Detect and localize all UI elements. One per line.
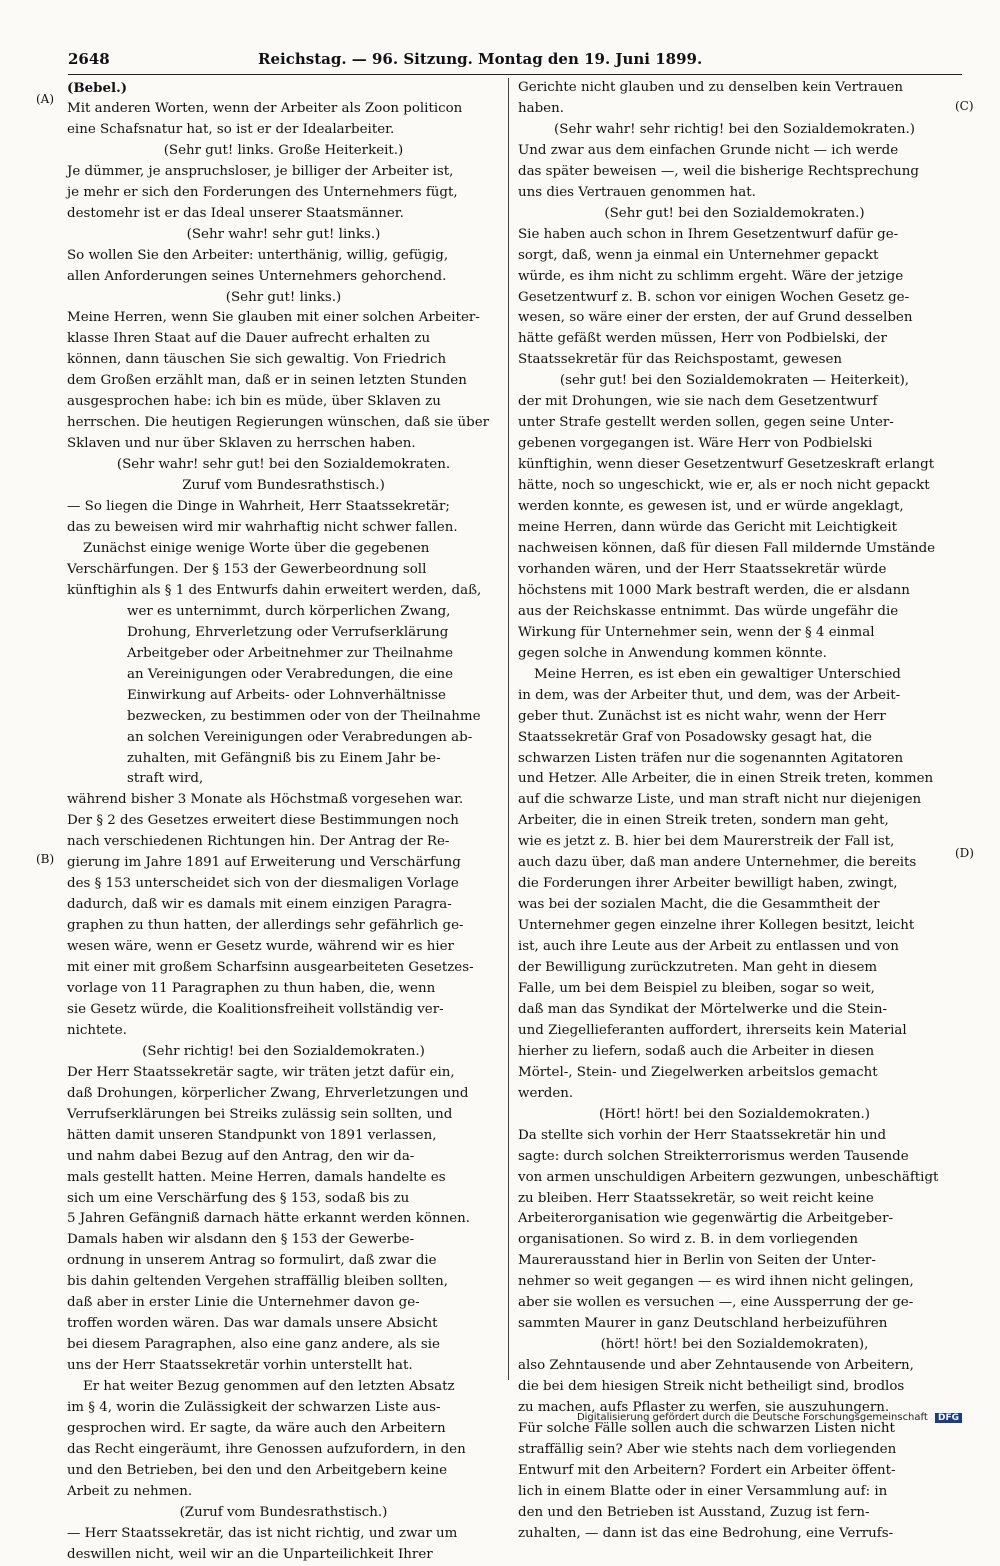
text-line: daß man das Syndikat der Mörtelwerke und die Stein-	[518, 1001, 887, 1017]
text-line: während bisher 3 Monate als Höchstmaß vorgesehen war.	[67, 792, 464, 808]
text-line: sorgt, daß, wenn ja einmal ein Unternehmer gepackt	[518, 247, 879, 263]
text-line: das Recht eingeräumt, ihre Genossen aufzufordern, in den	[67, 1441, 466, 1457]
text-line: den und den Betrieben ist Ausstand, Zuzug ist fern-	[518, 1504, 870, 1520]
text-line: hätte gefäßt werden müssen, Herr von Podbielski, der	[518, 331, 887, 347]
text-line: wer es unternimmt, durch körperlichen Zwang,	[127, 603, 451, 619]
text-line: Staatssekretär Graf von Posadowsky gesagt hat, die	[518, 729, 872, 745]
text-line: mit einer mit großem Scharfsinn ausgearbeiteten Gesetzes-	[67, 960, 474, 976]
text-line: nichtete.	[67, 1022, 127, 1038]
margin-mark-b: (B)	[36, 852, 55, 866]
text-line: daß Drohungen, körperlicher Zwang, Ehrverletzungen und	[67, 1085, 469, 1101]
text-line: an solchen Vereinigungen oder Verabredungen ab-	[127, 729, 473, 745]
text-line: (Zuruf vom Bundesrathstisch.)	[179, 1504, 388, 1520]
text-line: So wollen Sie den Arbeiter: unterthänig, willig, gefügig,	[67, 247, 449, 263]
text-line: (Sehr richtig! bei den Sozialdemokraten.)	[142, 1043, 425, 1059]
text-line: bis dahin geltenden Vergehen straffällig bleiben sollten,	[67, 1274, 449, 1290]
text-line: der mit Drohungen, wie sie nach dem Gesetzentwurf	[518, 394, 878, 410]
text-line: Arbeit zu nehmen.	[67, 1483, 193, 1499]
text-line: nach verschiedenen Richtungen hin. Der Antrag der Re-	[67, 834, 450, 850]
footer-text: Digitalisierung gefördert durch die Deutsche Forschungsgemeinschaft	[576, 1412, 928, 1423]
text-line: Maurerausstand hier in Berlin von Seiten der Unter-	[518, 1253, 876, 1269]
text-line: sie Gesetz würde, die Koalitionsfreiheit vollständig ver-	[67, 1001, 444, 1017]
text-line: der Bewilligung zurückzutreten. Man geht in diesem	[518, 960, 878, 976]
text-line: das zu beweisen wird mir wahrhaftig nicht schwer fallen.	[67, 520, 458, 536]
text-line: können, dann täuschen Sie sich gewaltig. Von Friedrich	[67, 352, 447, 368]
text-line: — So liegen die Dinge in Wahrheit, Herr Staatssekretär;	[67, 499, 450, 515]
running-title: Reichstag. — 96. Sitzung. Montag den 19. Juni 1899.	[258, 50, 703, 68]
text-line: Je dümmer, je anspruchsloser, je billiger der Arbeiter ist,	[67, 163, 454, 179]
text-line: des § 153 unterscheidet sich von der diesmaligen Vorlage	[67, 876, 459, 892]
text-line: auf die schwarze Liste, und man straft nicht nur diejenigen	[518, 792, 922, 808]
text-line: bei diesem Paragraphen, also eine ganz andere, als sie	[67, 1337, 440, 1353]
margin-mark-a: (A)	[36, 92, 55, 106]
text-line: Arbeiter, die in einen Streik treten, sondern man geht,	[518, 813, 889, 829]
text-line: gegen solche in Anwendung kommen könnte.	[518, 645, 827, 661]
text-line: aber sie wollen es versuchen —, eine Aussperrung der ge-	[518, 1295, 914, 1311]
text-line: Drohung, Ehrverletzung oder Verrufserklärung	[127, 624, 449, 640]
text-line: (hört! hört! bei den Sozialdemokraten),	[600, 1337, 869, 1353]
text-line: Sklaven und nur über Sklaven zu herrschen haben.	[67, 436, 416, 452]
text-line: (Sehr gut! bei den Sozialdemokraten.)	[604, 205, 865, 221]
text-line: (Bebel.)	[67, 80, 128, 96]
text-line: ist, auch ihre Leute aus der Arbeit zu entlassen und von	[518, 939, 899, 955]
text-line: (Sehr gut! links. Große Heiterkeit.)	[163, 142, 404, 158]
text-line: zuhalten, mit Gefängniß bis zu Einem Jahr be-	[127, 750, 441, 766]
text-line: das später beweisen —, weil die bisherige Rechtsprechung	[518, 163, 919, 179]
text-line: unter Strafe gestellt werden sollen, gegen seine Unter-	[518, 415, 894, 431]
text-line: sich um eine Verschärfung des § 153, sodaß bis zu	[67, 1190, 410, 1206]
text-line: eine Schafsnatur hat, so ist er der Idealarbeiter.	[67, 121, 395, 137]
text-line: auch dazu über, daß man andere Unternehmer, die bereits	[518, 855, 917, 871]
text-line: destomehr ist er das Ideal unserer Staatsmänner.	[67, 205, 404, 221]
text-line: haben.	[518, 100, 564, 116]
text-line: sammten Maurer in ganz Deutschland herbeizuführen	[518, 1316, 888, 1332]
text-line: (Hört! hört! bei den Sozialdemokraten.)	[599, 1106, 870, 1122]
text-line: graphen zu thun hatten, der allerdings sehr gefährlich ge-	[67, 918, 464, 934]
text-line: Unternehmer gegen einzelne ihrer Kollegen besitzt, leicht	[518, 918, 915, 934]
text-line: deswillen nicht, weil wir an die Unparteilichkeit Ihrer	[67, 1546, 433, 1562]
text-line: uns der Herr Staatssekretär vorhin unterstellt hat.	[67, 1358, 413, 1374]
text-line: Der § 2 des Gesetzes erweitert diese Bestimmungen noch	[67, 813, 459, 829]
text-line: Zuruf vom Bundesrathstisch.)	[182, 478, 385, 494]
text-line: von armen unschuldigen Arbeitern gezwungen, unbeschäftigt	[518, 1169, 939, 1185]
text-line: (Sehr gut! links.)	[225, 289, 342, 305]
left-column	[67, 78, 500, 1562]
text-line: werden konnte, es gewesen ist, und er würde angeklagt,	[518, 499, 904, 515]
text-line: Verrufserklärungen bei Streiks zulässig sein sollten, und	[67, 1106, 453, 1122]
text-line: höchstens mit 1000 Mark bestraft werden, die er alsdann	[518, 582, 910, 598]
text-line: Verschärfungen. Der § 153 der Gewerbeordnung soll	[67, 561, 427, 577]
text-line: ausgesprochen habe: ich bin es müde, über Sklaven zu	[67, 394, 441, 410]
text-line: hätte, noch so ungeschickt, wie er, als er noch nicht gepackt	[518, 478, 930, 494]
text-line: Arbeiterorganisation wie gegenwärtig die Arbeitgeber-	[518, 1211, 894, 1227]
text-line: wie es jetzt z. B. hier bei dem Maurerstreik der Fall ist,	[518, 834, 895, 850]
column-divider	[508, 78, 509, 1380]
text-line: 5 Jahren Gefängniß darnach hätte erkannt werden können.	[67, 1211, 471, 1227]
text-line: herrschen. Die heutigen Regierungen wünschen, daß sie über	[67, 415, 490, 431]
text-line: künftighin, wenn dieser Gesetzentwurf Gesetzeskraft erlangt	[518, 457, 935, 473]
text-line: schwarzen Listen träfen nur die sogenannten Agitatoren	[518, 750, 904, 766]
text-line: wesen wäre, wenn er Gesetz wurde, während wir es hier	[67, 939, 454, 955]
text-line: Falle, um bei dem Beispiel zu bleiben, sogar so weit,	[518, 980, 875, 996]
text-line: organisationen. So wird z. B. in dem vorliegenden	[518, 1232, 858, 1248]
text-line: troffen worden wären. Das war damals unsere Absicht	[67, 1316, 438, 1332]
text-line: Arbeitgeber oder Arbeitnehmer zur Theilnahme	[127, 645, 454, 661]
text-line: zuhalten, — dann ist das eine Bedrohung, eine Verrufs-	[518, 1525, 894, 1541]
text-line: sagte: durch solchen Streikterrorismus werden Tausende	[518, 1148, 909, 1164]
text-line: in dem, was der Arbeiter thut, und dem, was der Arbeit-	[518, 687, 901, 703]
text-line: nehmer so weit gegangen — es wird ihnen nicht gelingen,	[518, 1274, 914, 1290]
text-line: also Zehntausende und aber Zehntausende von Arbeitern,	[518, 1358, 914, 1374]
text-line: geber thut. Zunächst ist es nicht wahr, wenn der Herr	[518, 708, 886, 724]
text-line: klasse Ihren Staat auf die Dauer aufrecht erhalten zu	[67, 331, 431, 347]
text-line: (Sehr wahr! sehr gut! links.)	[186, 226, 381, 242]
text-line: Wirkung für Unternehmer sein, wenn der § 4 einmal	[518, 624, 875, 640]
text-line: wesen, so wäre einer der ersten, der auf Grund desselben	[518, 310, 913, 326]
text-line: ordnung in unserem Antrag so formulirt, daß zwar die	[67, 1253, 437, 1269]
text-line: Meine Herren, wenn Sie glauben mit einer solchen Arbeiter-	[67, 310, 480, 326]
text-line: die bei dem hiesigen Streik nicht betheiligt sind, brodlos	[518, 1379, 905, 1395]
text-line: vorhanden wären, und der Herr Staatssekretär würde	[518, 561, 887, 577]
text-line: straffällig sein? Aber wie stehts nach dem vorliegenden	[518, 1441, 897, 1457]
text-line: Staatssekretär für das Reichspostamt, gewesen	[518, 352, 843, 368]
text-line: dadurch, daß wir es damals mit einem einzigen Paragra-	[67, 897, 452, 913]
text-line: lich in einem Blatte oder in einer Versammlung auf: in	[518, 1483, 888, 1499]
text-line: Der Herr Staatssekretär sagte, wir träten jetzt dafür ein,	[67, 1064, 455, 1080]
text-line: — Herr Staatssekretär, das ist nicht richtig, und zwar um	[67, 1525, 458, 1541]
header-rule	[68, 74, 962, 75]
text-line: Mit anderen Worten, wenn der Arbeiter als Zoon politicon	[67, 100, 463, 116]
text-line: Meine Herren, es ist eben ein gewaltiger Unterschied	[534, 666, 901, 682]
text-line: im § 4, worin die Zulässigkeit der schwarzen Liste aus-	[67, 1400, 441, 1416]
text-line: werden.	[518, 1085, 574, 1101]
text-line: und nahm dabei Bezug auf den Antrag, den wir da-	[67, 1148, 415, 1164]
footer-credit	[577, 1412, 962, 1423]
text-line: daß aber in erster Linie die Unternehmer davon ge-	[67, 1295, 420, 1311]
text-line: allen Anforderungen seines Unternehmers gehorchend.	[67, 268, 447, 284]
text-line: was bei der sozialen Macht, die die Gesammtheit der	[518, 897, 880, 913]
text-line: Zunächst einige wenige Worte über die gegebenen	[83, 540, 430, 556]
margin-mark-c: (C)	[955, 99, 974, 113]
text-line: zu bleiben. Herr Staatssekretär, so weit reicht keine	[518, 1190, 874, 1206]
text-line: gierung im Jahre 1891 auf Erweiterung und Verschärfung	[67, 855, 461, 871]
text-line: nachweisen können, daß für diesen Fall mildernde Umstände	[518, 540, 936, 556]
text-line: und Hetzer. Alle Arbeiter, die in einen Streik treten, kommen	[518, 771, 934, 787]
text-line: gesprochen wird. Er sagte, da wäre auch den Arbeitern	[67, 1421, 446, 1436]
text-line: Mörtel-, Stein- und Ziegelwerken arbeitslos gemacht	[518, 1064, 878, 1080]
text-line: gebenen vorgegangen ist. Wäre Herr von Podbielski	[518, 436, 873, 452]
text-line: Entwurf mit den Arbeitern? Fordert ein Arbeiter öffent-	[518, 1462, 896, 1478]
text-line: Sie haben auch schon in Ihrem Gesetzentwurf dafür ge-	[518, 226, 899, 242]
text-line: Gesetzentwurf z. B. schon vor einigen Wochen Gesetz ge-	[518, 289, 910, 305]
text-line: würde, es ihm nicht zu schlimm ergeht. Wäre der jetzige	[518, 268, 904, 284]
text-line: die Forderungen ihrer Arbeiter bewilligt haben, zwingt,	[518, 876, 898, 892]
text-line: uns dies Vertrauen genommen hat.	[518, 184, 756, 200]
text-line: je mehr er sich den Forderungen des Unternehmers fügt,	[67, 184, 458, 200]
text-line: mals gestellt hatten. Meine Herren, damals handelte es	[67, 1169, 446, 1185]
page-header	[68, 46, 962, 72]
text-line: (Sehr wahr! sehr richtig! bei den Sozialdemokraten.)	[554, 121, 915, 137]
text-line: und Ziegellieferanten auffordert, ihrerseits kein Material	[518, 1022, 907, 1038]
text-line: Da stellte sich vorhin der Herr Staatssekretär hin und	[518, 1127, 887, 1143]
text-line: Damals haben wir alsdann den § 153 der Gewerbe-	[67, 1232, 415, 1248]
text-line: Gerichte nicht glauben und zu denselben kein Vertrauen	[518, 80, 903, 95]
text-line: an Vereinigungen oder Verabredungen, die eine	[127, 666, 454, 682]
text-line: (sehr gut! bei den Sozialdemokraten — Heiterkeit),	[559, 373, 910, 389]
text-line: straft wird,	[127, 771, 204, 787]
text-line: (Sehr wahr! sehr gut! bei den Sozialdemokraten.	[116, 457, 451, 473]
text-line: aus der Reichskasse entnimmt. Das würde ungefähr die	[518, 603, 899, 619]
text-line: und den Betrieben, bei den und den Arbeitgebern keine	[67, 1462, 448, 1478]
margin-mark-d: (D)	[955, 846, 974, 860]
text-line: hierher zu liefern, sodaß auch die Arbeiter in diesen	[518, 1043, 875, 1059]
text-line: Er hat weiter Bezug genommen auf den letzten Absatz	[83, 1379, 455, 1395]
text-line: Und zwar aus dem einfachen Grunde nicht — ich werde	[518, 142, 899, 158]
text-line: dem Großen erzählt man, daß er in seinen letzten Stunden	[67, 373, 467, 389]
text-line: Für solche Fälle sollen auch die schwarzen Listen nicht	[518, 1421, 895, 1436]
text-line: meine Herren, dann würde das Gericht mit Leichtigkeit	[518, 520, 898, 536]
text-line: vorlage von 11 Paragraphen zu thun haben, die, wenn	[67, 980, 436, 996]
text-line: hätten damit unseren Standpunkt von 1891 verlassen,	[67, 1127, 437, 1143]
dfg-logo: DFG	[935, 1413, 962, 1423]
page-number: 2648	[68, 50, 110, 68]
text-line: Einwirkung auf Arbeits- oder Lohnverhältnisse	[127, 687, 446, 703]
text-line: bezwecken, zu bestimmen oder von der Theilnahme	[127, 708, 481, 724]
text-line: künftighin als § 1 des Entwurfs dahin erweitert werden, daß,	[67, 582, 482, 598]
text-line: zu machen, aufs Pflaster zu werfen, sie auszuhungern.	[518, 1400, 890, 1416]
